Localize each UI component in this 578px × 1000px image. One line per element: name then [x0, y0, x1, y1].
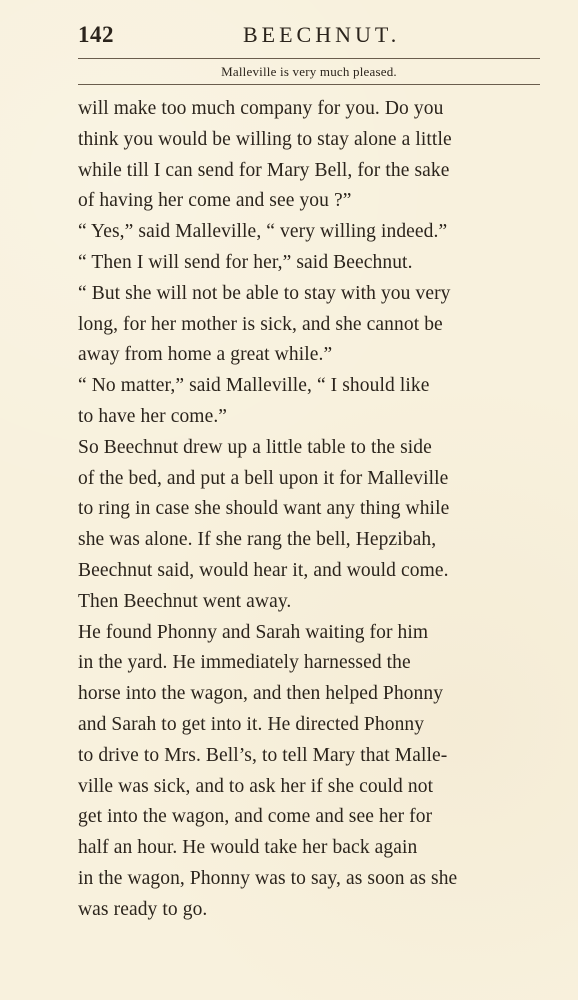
header-rule — [78, 58, 540, 59]
text-line: was ready to go. — [78, 898, 208, 920]
text-line: get into the wagon, and come and see her for — [78, 806, 433, 828]
text-line: He found Phonny and Sarah waiting for him — [78, 621, 429, 643]
text-line: “ Yes,” said Malleville, “ very willing indeed.” — [78, 221, 448, 243]
text-line: and Sarah to get into it. He directed Phonny — [78, 713, 425, 735]
text-line: she was alone. If she rang the bell, Hepzibah, — [78, 529, 437, 551]
text-line: will make too much company for you. Do you — [78, 98, 444, 119]
subheading-rule — [78, 84, 540, 85]
text-line: away from home a great while.” — [78, 344, 333, 366]
text-line: ville was sick, and to ask her if she could not — [78, 775, 434, 797]
text-line: long, for her mother is sick, and she cannot be — [78, 313, 443, 335]
text-line: while till I can send for Mary Bell, for the sake — [78, 159, 450, 181]
text-line: So Beechnut drew up a little table to the side — [78, 436, 432, 458]
page-number: 142 — [78, 22, 114, 47]
text-line: “ No matter,” said Malleville, “ I should like — [78, 375, 430, 397]
text-line: of the bed, and put a bell upon it for Malleville — [78, 467, 449, 489]
text-line: Then Beechnut went away. — [78, 590, 292, 612]
text-line: Beechnut said, would hear it, and would come. — [78, 559, 449, 581]
page-header — [78, 22, 538, 56]
text-line: in the wagon, Phonny was to say, as soon as she — [78, 867, 458, 889]
section-subheading: Malleville is very much pleased. — [221, 64, 397, 79]
text-line: in the yard. He immediately harnessed the — [78, 652, 411, 674]
text-line: half an hour. He would take her back again — [78, 837, 418, 859]
text-line: horse into the wagon, and then helped Phonny — [78, 683, 444, 705]
text-line: to drive to Mrs. Bell’s, to tell Mary that Malle- — [78, 744, 448, 766]
text-line: of having her come and see you ?” — [78, 190, 352, 212]
text-line: to ring in case she should want any thing while — [78, 498, 450, 520]
text-line: think you would be willing to stay alone a little — [78, 128, 452, 150]
running-title: BEECHNUT. — [243, 22, 401, 47]
text-line: “ But she will not be able to stay with you very — [78, 282, 451, 304]
text-line: “ Then I will send for her,” said Beechnut. — [78, 251, 413, 273]
page-body-text — [78, 94, 540, 926]
text-line: to have her come.” — [78, 405, 228, 427]
